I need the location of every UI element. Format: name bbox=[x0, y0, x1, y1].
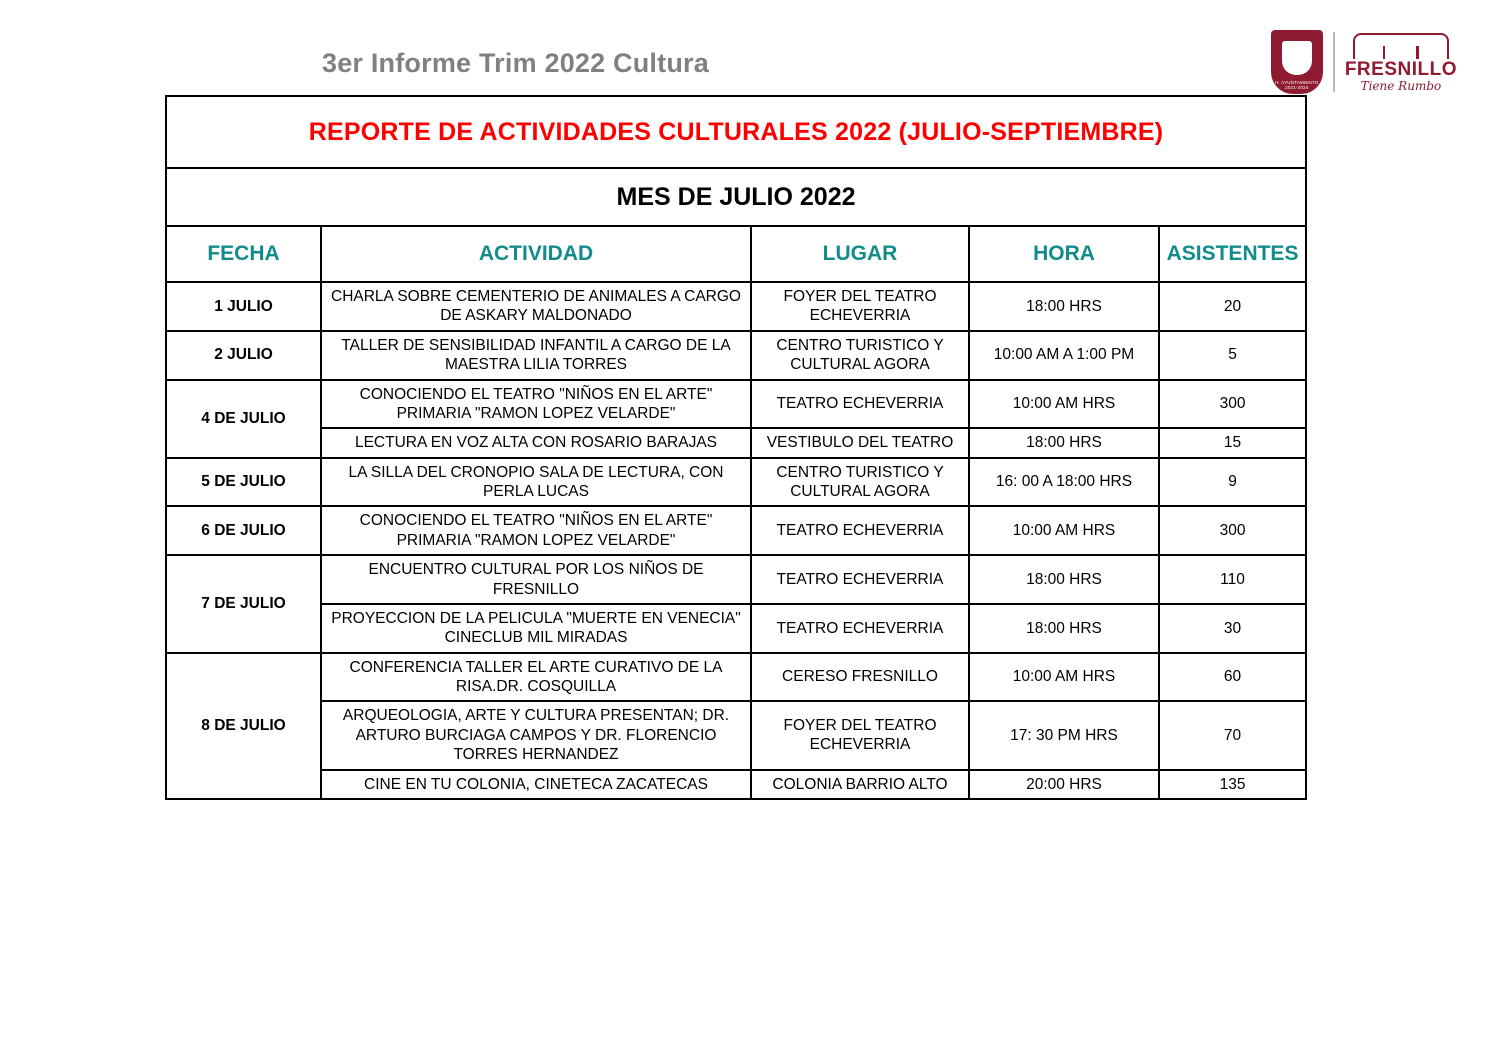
cell-lugar: CENTRO TURISTICO Y CULTURAL AGORA bbox=[751, 458, 969, 507]
cell-lugar: VESTIBULO DEL TEATRO bbox=[751, 428, 969, 457]
month-row bbox=[166, 168, 1306, 226]
cell-actividad: LECTURA EN VOZ ALTA CON ROSARIO BARAJAS bbox=[321, 428, 751, 457]
cell-hora: 18:00 HRS bbox=[969, 428, 1159, 457]
cell-actividad: CINE EN TU COLONIA, CINETECA ZACATECAS bbox=[321, 770, 751, 799]
cell-actividad: CHARLA SOBRE CEMENTERIO DE ANIMALES A CARGO DE ASKARY MALDONADO bbox=[321, 282, 751, 331]
table-row bbox=[166, 604, 1306, 653]
cell-asistentes: 135 bbox=[1159, 770, 1306, 799]
cell-lugar: TEATRO ECHEVERRIA bbox=[751, 380, 969, 429]
cell-asistentes: 5 bbox=[1159, 331, 1306, 380]
cell-asistentes: 300 bbox=[1159, 380, 1306, 429]
cell-fecha: 2 JULIO bbox=[166, 331, 321, 380]
table-header-row bbox=[166, 226, 1306, 282]
fresnillo-logo bbox=[1345, 33, 1457, 92]
cell-hora: 20:00 HRS bbox=[969, 770, 1159, 799]
cell-asistentes: 110 bbox=[1159, 555, 1306, 604]
cell-lugar: FOYER DEL TEATRO ECHEVERRIA bbox=[751, 701, 969, 769]
report-title-row bbox=[166, 96, 1306, 168]
cell-actividad: PROYECCION DE LA PELICULA "MUERTE EN VENECIA" CINECLUB MIL MIRADAS bbox=[321, 604, 751, 653]
column-header-actividad: ACTIVIDAD bbox=[321, 226, 751, 282]
table-row bbox=[166, 555, 1306, 604]
cell-actividad: CONOCIENDO EL TEATRO "NIÑOS EN EL ARTE" PRIMARIA "RAMON LOPEZ VELARDE" bbox=[321, 506, 751, 555]
cell-hora: 17: 30 PM HRS bbox=[969, 701, 1159, 769]
cell-actividad: CONFERENCIA TALLER EL ARTE CURATIVO DE LA RISA.DR. COSQUILLA bbox=[321, 653, 751, 702]
table-row bbox=[166, 770, 1306, 799]
brand-tagline: Tiene Rumbo bbox=[1360, 78, 1442, 93]
column-header-hora: HORA bbox=[969, 226, 1159, 282]
cell-lugar: CERESO FRESNILLO bbox=[751, 653, 969, 702]
cell-actividad: ENCUENTRO CULTURAL POR LOS NIÑOS DE FRESNILLO bbox=[321, 555, 751, 604]
page-title: 3er Informe Trim 2022 Cultura bbox=[322, 48, 709, 78]
table-row bbox=[166, 506, 1306, 555]
crest-shield-inner bbox=[1282, 41, 1312, 75]
column-header-lugar: LUGAR bbox=[751, 226, 969, 282]
cell-lugar: FOYER DEL TEATRO ECHEVERRIA bbox=[751, 282, 969, 331]
table-row bbox=[166, 331, 1306, 380]
cell-hora: 18:00 HRS bbox=[969, 555, 1159, 604]
cell-hora: 16: 00 A 18:00 HRS bbox=[969, 458, 1159, 507]
cell-asistentes: 20 bbox=[1159, 282, 1306, 331]
month-label: MES DE JULIO 2022 bbox=[166, 168, 1306, 226]
cell-fecha: 1 JULIO bbox=[166, 282, 321, 331]
cell-fecha: 6 DE JULIO bbox=[166, 506, 321, 555]
cell-fecha: 8 DE JULIO bbox=[166, 653, 321, 799]
cell-asistentes: 300 bbox=[1159, 506, 1306, 555]
cell-hora: 10:00 AM A 1:00 PM bbox=[969, 331, 1159, 380]
cell-lugar: TEATRO ECHEVERRIA bbox=[751, 604, 969, 653]
cell-lugar: TEATRO ECHEVERRIA bbox=[751, 555, 969, 604]
activities-table bbox=[165, 95, 1307, 800]
cell-lugar: COLONIA BARRIO ALTO bbox=[751, 770, 969, 799]
cell-asistentes: 60 bbox=[1159, 653, 1306, 702]
cell-actividad: ARQUEOLOGIA, ARTE Y CULTURA PRESENTAN; DR. ARTURO BURCIAGA CAMPOS Y DR. FLORENCIO TORRES HERNANDEZ bbox=[321, 701, 751, 769]
cell-fecha: 4 DE JULIO bbox=[166, 380, 321, 458]
table-row bbox=[166, 701, 1306, 769]
column-header-asistentes: ASISTENTES bbox=[1159, 226, 1306, 282]
cell-hora: 18:00 HRS bbox=[969, 604, 1159, 653]
cell-fecha: 7 DE JULIO bbox=[166, 555, 321, 653]
cell-actividad: TALLER DE SENSIBILIDAD INFANTIL A CARGO DE LA MAESTRA LILIA TORRES bbox=[321, 331, 751, 380]
table-row bbox=[166, 458, 1306, 507]
cell-asistentes: 70 bbox=[1159, 701, 1306, 769]
report-title: REPORTE DE ACTIVIDADES CULTURALES 2022 (JULIO-SEPTIEMBRE) bbox=[166, 96, 1306, 168]
cell-hora: 10:00 AM HRS bbox=[969, 653, 1159, 702]
cell-actividad: CONOCIENDO EL TEATRO "NIÑOS EN EL ARTE" PRIMARIA "RAMON LOPEZ VELARDE" bbox=[321, 380, 751, 429]
cell-asistentes: 9 bbox=[1159, 458, 1306, 507]
cell-actividad: LA SILLA DEL CRONOPIO SALA DE LECTURA, CON PERLA LUCAS bbox=[321, 458, 751, 507]
cell-asistentes: 30 bbox=[1159, 604, 1306, 653]
report-table-wrapper bbox=[165, 95, 1305, 800]
cell-hora: 18:00 HRS bbox=[969, 282, 1159, 331]
logo-block bbox=[1271, 26, 1457, 98]
cell-hora: 10:00 AM HRS bbox=[969, 380, 1159, 429]
logo-divider bbox=[1333, 32, 1335, 92]
table-row bbox=[166, 653, 1306, 702]
brand-name: FRESNILLO bbox=[1344, 58, 1457, 80]
column-header-fecha: FECHA bbox=[166, 226, 321, 282]
table-row bbox=[166, 428, 1306, 457]
crest-caption: H. AYUNTAMIENTO 2021-2024 bbox=[1275, 79, 1319, 91]
cell-lugar: CENTRO TURISTICO Y CULTURAL AGORA bbox=[751, 331, 969, 380]
cell-lugar: TEATRO ECHEVERRIA bbox=[751, 506, 969, 555]
document-header bbox=[0, 22, 1497, 92]
cell-asistentes: 15 bbox=[1159, 428, 1306, 457]
arch-icon bbox=[1353, 33, 1449, 59]
municipal-crest-icon bbox=[1271, 30, 1323, 94]
table-row bbox=[166, 282, 1306, 331]
cell-fecha: 5 DE JULIO bbox=[166, 458, 321, 507]
table-row bbox=[166, 380, 1306, 429]
cell-hora: 10:00 AM HRS bbox=[969, 506, 1159, 555]
